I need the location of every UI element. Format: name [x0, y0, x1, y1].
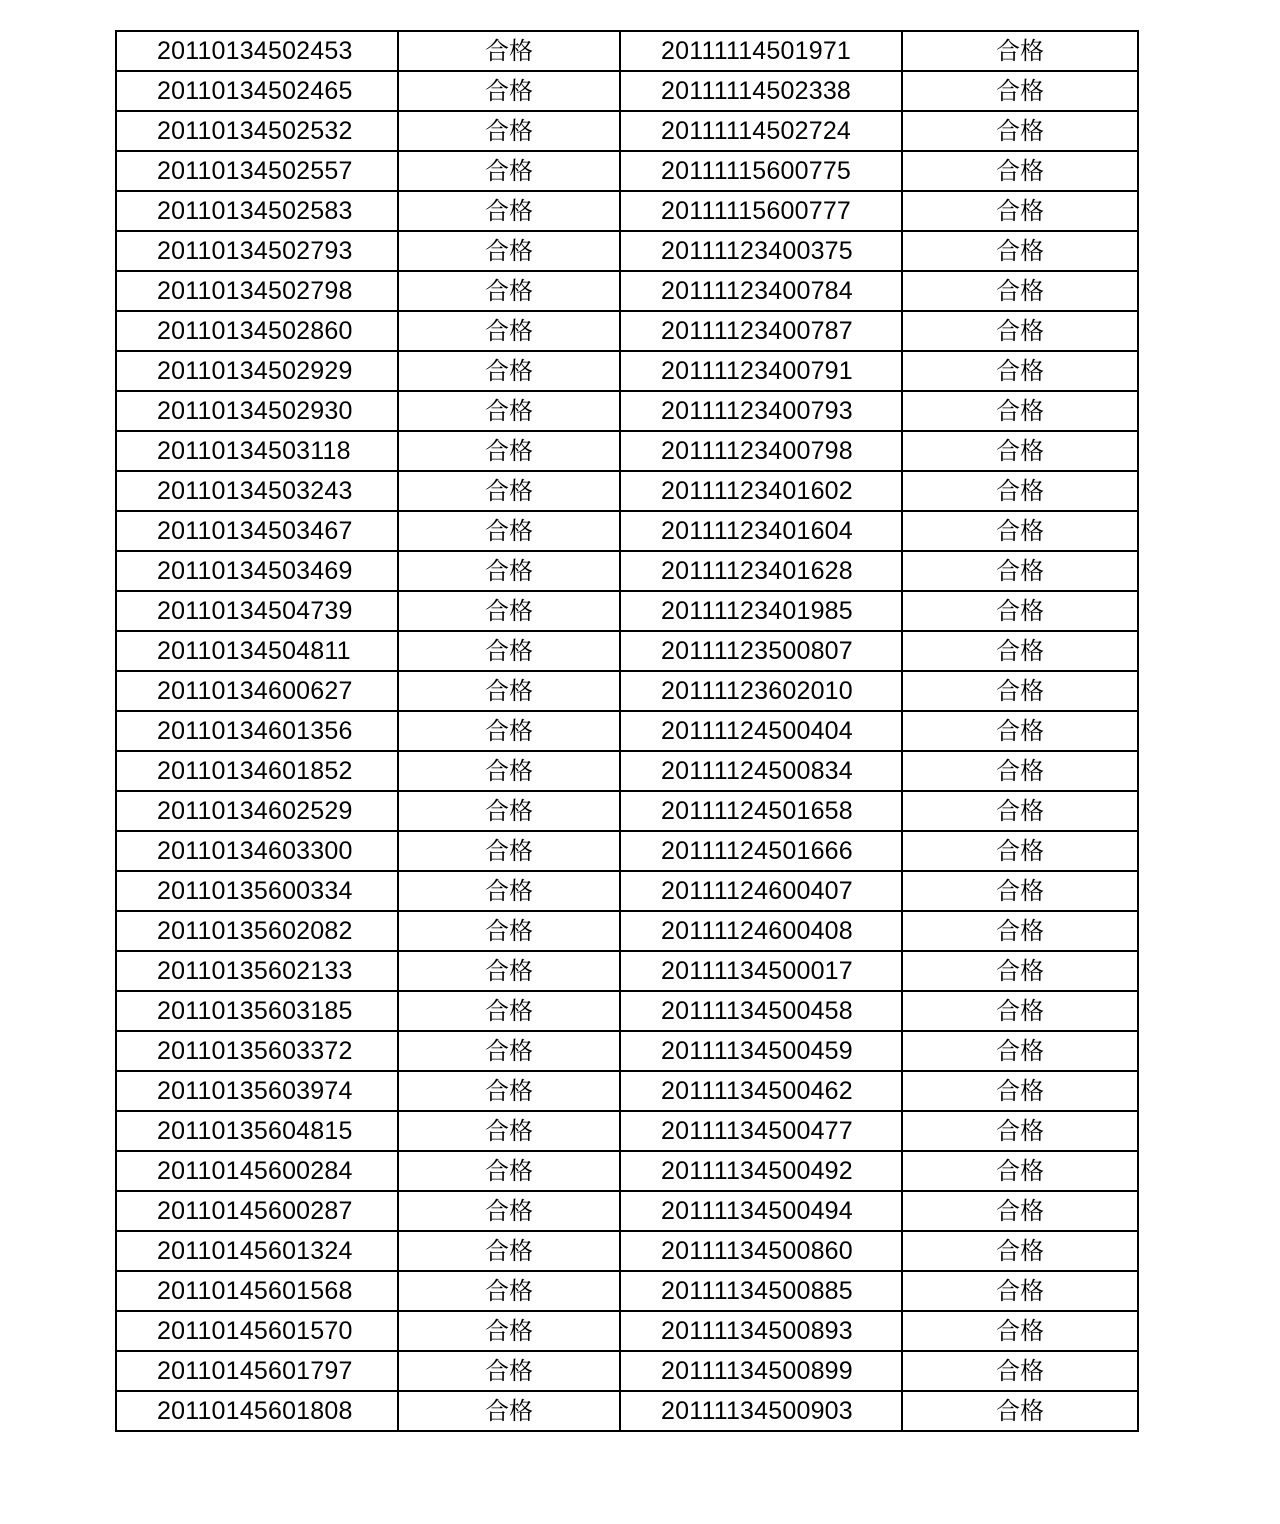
left-status-cell: 合格: [398, 951, 620, 991]
left-id-cell: 20110134502798: [116, 271, 398, 311]
table-row: [116, 351, 1138, 391]
table-row: [116, 711, 1138, 751]
left-status-cell: 合格: [398, 151, 620, 191]
left-id-cell: 20110134502793: [116, 231, 398, 271]
left-id-cell: 20110134502583: [116, 191, 398, 231]
right-status-cell: 合格: [902, 951, 1138, 991]
results-table-body: [116, 31, 1138, 1431]
left-id-cell: 20110134504739: [116, 591, 398, 631]
right-id-cell: 20111134500494: [620, 1191, 902, 1231]
left-status-cell: 合格: [398, 631, 620, 671]
left-id-cell: 20110135603372: [116, 1031, 398, 1071]
right-id-cell: 20111123500807: [620, 631, 902, 671]
table-row: [116, 1071, 1138, 1111]
right-status-cell: 合格: [902, 1231, 1138, 1271]
right-id-cell: 20111134500492: [620, 1151, 902, 1191]
right-id-cell: 20111115600775: [620, 151, 902, 191]
left-id-cell: 20110145601808: [116, 1391, 398, 1431]
table-row: [116, 71, 1138, 111]
left-status-cell: 合格: [398, 511, 620, 551]
left-status-cell: 合格: [398, 1231, 620, 1271]
right-status-cell: 合格: [902, 591, 1138, 631]
right-status-cell: 合格: [902, 1311, 1138, 1351]
left-id-cell: 20110134503243: [116, 471, 398, 511]
left-id-cell: 20110135603974: [116, 1071, 398, 1111]
left-id-cell: 20110134502453: [116, 31, 398, 71]
right-id-cell: 20111124500404: [620, 711, 902, 751]
left-status-cell: 合格: [398, 1031, 620, 1071]
left-id-cell: 20110134502930: [116, 391, 398, 431]
table-row: [116, 1391, 1138, 1431]
right-id-cell: 20111123401604: [620, 511, 902, 551]
left-status-cell: 合格: [398, 111, 620, 151]
right-id-cell: 20111114501971: [620, 31, 902, 71]
table-row: [116, 1351, 1138, 1391]
right-id-cell: 20111123400787: [620, 311, 902, 351]
left-id-cell: 20110134600627: [116, 671, 398, 711]
right-status-cell: 合格: [902, 31, 1138, 71]
left-status-cell: 合格: [398, 311, 620, 351]
right-status-cell: 合格: [902, 1071, 1138, 1111]
right-status-cell: 合格: [902, 1271, 1138, 1311]
left-status-cell: 合格: [398, 871, 620, 911]
table-row: [116, 1231, 1138, 1271]
left-status-cell: 合格: [398, 711, 620, 751]
right-id-cell: 20111134500885: [620, 1271, 902, 1311]
left-status-cell: 合格: [398, 471, 620, 511]
table-row: [116, 1111, 1138, 1151]
left-status-cell: 合格: [398, 1111, 620, 1151]
left-id-cell: 20110134502465: [116, 71, 398, 111]
left-id-cell: 20110145601324: [116, 1231, 398, 1271]
right-id-cell: 20111134500462: [620, 1071, 902, 1111]
right-id-cell: 20111134500458: [620, 991, 902, 1031]
left-id-cell: 20110135602082: [116, 911, 398, 951]
right-id-cell: 20111123400798: [620, 431, 902, 471]
right-status-cell: 合格: [902, 1391, 1138, 1431]
table-row: [116, 151, 1138, 191]
right-id-cell: 20111134500459: [620, 1031, 902, 1071]
left-id-cell: 20110134503467: [116, 511, 398, 551]
right-status-cell: 合格: [902, 1191, 1138, 1231]
right-id-cell: 20111114502338: [620, 71, 902, 111]
table-row: [116, 31, 1138, 71]
right-status-cell: 合格: [902, 551, 1138, 591]
right-status-cell: 合格: [902, 911, 1138, 951]
left-id-cell: 20110134601356: [116, 711, 398, 751]
right-id-cell: 20111123400791: [620, 351, 902, 391]
left-id-cell: 20110134602529: [116, 791, 398, 831]
table-row: [116, 991, 1138, 1031]
right-status-cell: 合格: [902, 1111, 1138, 1151]
left-id-cell: 20110145600284: [116, 1151, 398, 1191]
right-status-cell: 合格: [902, 471, 1138, 511]
left-status-cell: 合格: [398, 231, 620, 271]
right-id-cell: 20111124600407: [620, 871, 902, 911]
table-row: [116, 551, 1138, 591]
right-status-cell: 合格: [902, 511, 1138, 551]
right-id-cell: 20111123400793: [620, 391, 902, 431]
right-status-cell: 合格: [902, 1151, 1138, 1191]
right-status-cell: 合格: [902, 671, 1138, 711]
right-status-cell: 合格: [902, 191, 1138, 231]
right-id-cell: 20111134500899: [620, 1351, 902, 1391]
left-status-cell: 合格: [398, 831, 620, 871]
left-status-cell: 合格: [398, 991, 620, 1031]
right-id-cell: 20111124600408: [620, 911, 902, 951]
right-status-cell: 合格: [902, 151, 1138, 191]
left-id-cell: 20110145601568: [116, 1271, 398, 1311]
table-row: [116, 231, 1138, 271]
right-id-cell: 20111123400375: [620, 231, 902, 271]
left-status-cell: 合格: [398, 191, 620, 231]
table-row: [116, 271, 1138, 311]
right-id-cell: 20111114502724: [620, 111, 902, 151]
table-row: [116, 311, 1138, 351]
left-id-cell: 20110135602133: [116, 951, 398, 991]
table-row: [116, 1191, 1138, 1231]
right-status-cell: 合格: [902, 751, 1138, 791]
left-status-cell: 合格: [398, 391, 620, 431]
right-status-cell: 合格: [902, 791, 1138, 831]
left-status-cell: 合格: [398, 71, 620, 111]
left-status-cell: 合格: [398, 751, 620, 791]
left-status-cell: 合格: [398, 1311, 620, 1351]
left-id-cell: 20110134502557: [116, 151, 398, 191]
table-row: [116, 591, 1138, 631]
right-status-cell: 合格: [902, 231, 1138, 271]
right-status-cell: 合格: [902, 351, 1138, 391]
left-status-cell: 合格: [398, 791, 620, 831]
table-row: [116, 1271, 1138, 1311]
table-row: [116, 191, 1138, 231]
right-status-cell: 合格: [902, 111, 1138, 151]
left-status-cell: 合格: [398, 271, 620, 311]
right-status-cell: 合格: [902, 1351, 1138, 1391]
right-id-cell: 20111134500017: [620, 951, 902, 991]
left-id-cell: 20110134502929: [116, 351, 398, 391]
left-status-cell: 合格: [398, 431, 620, 471]
left-status-cell: 合格: [398, 551, 620, 591]
left-id-cell: 20110135604815: [116, 1111, 398, 1151]
left-status-cell: 合格: [398, 1271, 620, 1311]
right-id-cell: 20111134500860: [620, 1231, 902, 1271]
table-row: [116, 1311, 1138, 1351]
left-status-cell: 合格: [398, 351, 620, 391]
left-status-cell: 合格: [398, 671, 620, 711]
table-row: [116, 671, 1138, 711]
table-row: [116, 831, 1138, 871]
right-status-cell: 合格: [902, 831, 1138, 871]
right-status-cell: 合格: [902, 711, 1138, 751]
right-id-cell: 20111123602010: [620, 671, 902, 711]
right-id-cell: 20111134500477: [620, 1111, 902, 1151]
table-row: [116, 951, 1138, 991]
right-status-cell: 合格: [902, 391, 1138, 431]
left-id-cell: 20110145601797: [116, 1351, 398, 1391]
left-id-cell: 20110134504811: [116, 631, 398, 671]
right-id-cell: 20111124501666: [620, 831, 902, 871]
right-id-cell: 20111123401628: [620, 551, 902, 591]
left-id-cell: 20110145601570: [116, 1311, 398, 1351]
left-status-cell: 合格: [398, 1351, 620, 1391]
right-id-cell: 20111124500834: [620, 751, 902, 791]
left-id-cell: 20110134502860: [116, 311, 398, 351]
left-id-cell: 20110134601852: [116, 751, 398, 791]
results-sheet: [115, 30, 1137, 1432]
left-status-cell: 合格: [398, 1191, 620, 1231]
left-id-cell: 20110134503118: [116, 431, 398, 471]
table-row: [116, 391, 1138, 431]
results-table: [115, 30, 1139, 1432]
left-status-cell: 合格: [398, 1151, 620, 1191]
right-status-cell: 合格: [902, 631, 1138, 671]
left-id-cell: 20110134603300: [116, 831, 398, 871]
table-row: [116, 631, 1138, 671]
right-status-cell: 合格: [902, 991, 1138, 1031]
left-status-cell: 合格: [398, 1071, 620, 1111]
table-row: [116, 911, 1138, 951]
left-id-cell: 20110145600287: [116, 1191, 398, 1231]
table-row: [116, 471, 1138, 511]
right-id-cell: 20111123400784: [620, 271, 902, 311]
right-id-cell: 20111123401602: [620, 471, 902, 511]
right-status-cell: 合格: [902, 1031, 1138, 1071]
right-id-cell: 20111115600777: [620, 191, 902, 231]
table-row: [116, 1031, 1138, 1071]
right-status-cell: 合格: [902, 71, 1138, 111]
table-row: [116, 431, 1138, 471]
left-status-cell: 合格: [398, 591, 620, 631]
table-row: [116, 1151, 1138, 1191]
table-row: [116, 111, 1138, 151]
left-id-cell: 20110134502532: [116, 111, 398, 151]
left-id-cell: 20110135603185: [116, 991, 398, 1031]
right-status-cell: 合格: [902, 871, 1138, 911]
left-status-cell: 合格: [398, 1391, 620, 1431]
left-id-cell: 20110134503469: [116, 551, 398, 591]
table-row: [116, 751, 1138, 791]
table-row: [116, 791, 1138, 831]
right-id-cell: 20111134500903: [620, 1391, 902, 1431]
left-status-cell: 合格: [398, 31, 620, 71]
right-status-cell: 合格: [902, 271, 1138, 311]
table-row: [116, 511, 1138, 551]
left-status-cell: 合格: [398, 911, 620, 951]
right-status-cell: 合格: [902, 431, 1138, 471]
left-id-cell: 20110135600334: [116, 871, 398, 911]
right-id-cell: 20111123401985: [620, 591, 902, 631]
right-status-cell: 合格: [902, 311, 1138, 351]
right-id-cell: 20111134500893: [620, 1311, 902, 1351]
right-id-cell: 20111124501658: [620, 791, 902, 831]
table-row: [116, 871, 1138, 911]
